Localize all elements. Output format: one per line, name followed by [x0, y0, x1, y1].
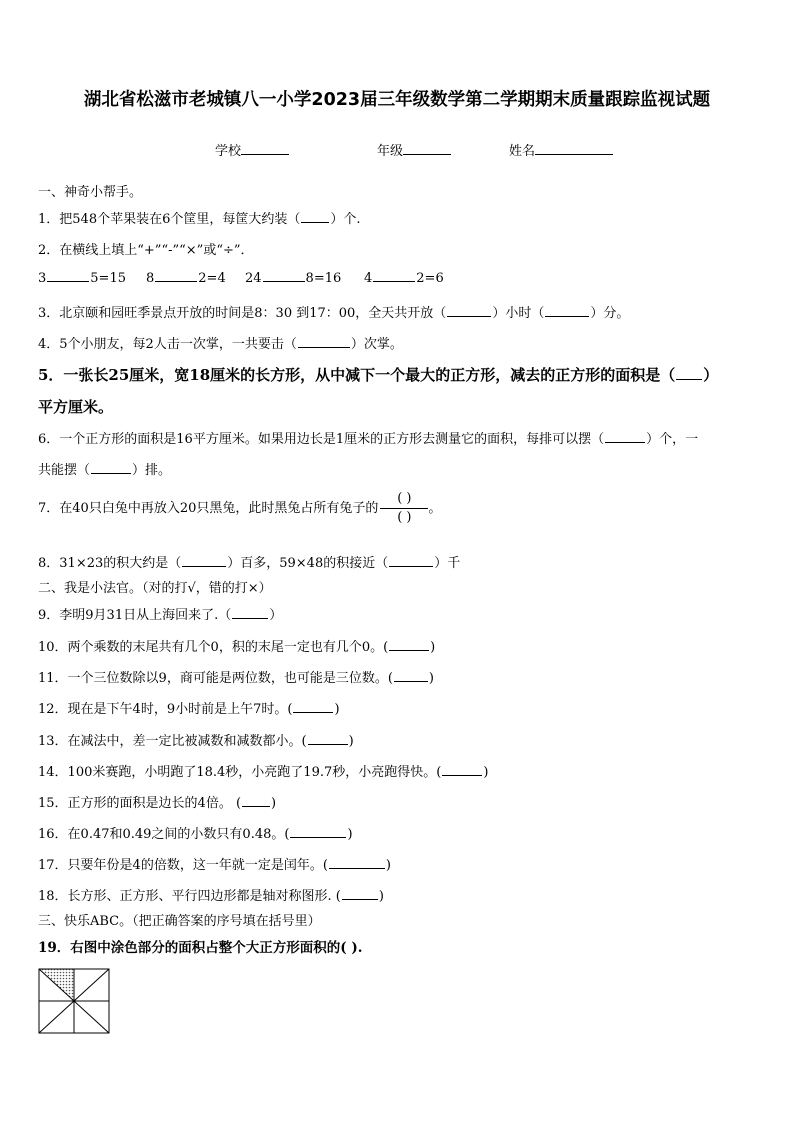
answer-blank[interactable]	[308, 732, 348, 745]
answer-blank[interactable]	[447, 304, 491, 317]
question-13: 13．在减法中，差一定比被减数和减数都小。( )	[38, 734, 354, 749]
question-12: 12．现在是下午4时，9小时前是上午7时。( )	[38, 702, 340, 717]
square-figure	[38, 968, 110, 1034]
name-label: 姓名	[509, 144, 536, 159]
answer-blank[interactable]	[242, 794, 270, 807]
question-19: 19．右图中涂色部分的面积占整个大正方形面积的( ).	[38, 940, 363, 956]
equation-3: 24 8=16	[245, 271, 342, 286]
answer-blank[interactable]	[301, 210, 329, 223]
question-1: 1．把548个苹果装在6个筐里，每筐大约装（ ）个.	[38, 212, 361, 227]
question-16: 16．在0.47和0.49之间的小数只有0.48。( )	[38, 827, 353, 842]
section-heading: 一、神奇小帮手。	[38, 185, 143, 200]
name-blank[interactable]	[535, 142, 613, 155]
answer-blank[interactable]	[91, 461, 131, 474]
question-7: 7．在40只白兔中再放入20只黑兔，此时黑兔占所有兔子的 $\frac{( )}{( )}$ 。	[38, 491, 442, 525]
question-17: 17．只要年份是4的倍数，这一年就一定是闰年。( )	[38, 858, 391, 873]
answer-blank[interactable]	[442, 763, 482, 776]
page-title: 湖北省松滋市老城镇八一小学2023届三年级数学第二学期期末质量跟踪监视试题	[83, 90, 711, 110]
question-10: 10．两个乘数的末尾共有几个0，积的末尾一定也有几个0。( )	[38, 640, 436, 655]
answer-blank[interactable]	[232, 606, 268, 619]
question-2: 2．在横线上填上“+”“-”“×”或“÷”．	[38, 243, 254, 258]
answer-blank[interactable]	[676, 367, 702, 380]
equation-2: 8 2=4	[146, 271, 226, 286]
answer-blank[interactable]	[293, 700, 333, 713]
answer-blank[interactable]	[182, 554, 226, 567]
answer-blank[interactable]	[605, 430, 645, 443]
question-6: 6．一个正方形的面积是16平方厘米。如果用边长是1厘米的正方形去测量它的面积，每排可以摆（ ）个，一	[38, 432, 699, 447]
question-4: 4．5个小朋友，每2人击一次掌，一共要击（ ）次掌。	[38, 337, 403, 352]
section-heading: 三、快乐ABC。（把正确答案的序号填在括号里）	[38, 914, 321, 929]
answer-blank[interactable]	[290, 825, 346, 838]
grade-blank[interactable]	[403, 142, 451, 155]
question-5-cont: 平方厘米。	[38, 398, 114, 416]
question-11: 11．一个三位数除以9，商可能是两位数，也可能是三位数。( )	[38, 671, 434, 686]
equation-4: 4 2=6	[364, 271, 444, 286]
school-field[interactable]	[215, 140, 289, 159]
operator-blank[interactable]	[263, 269, 305, 282]
equation-1: 3 5=15	[38, 271, 126, 286]
section-heading: 二、我是小法官。（对的打√，错的打×）	[38, 581, 272, 596]
question-5: 5．一张长25厘米，宽18厘米的长方形，从中减下一个最大的正方形，减去的正方形的面积是（ ）	[38, 366, 719, 384]
operator-blank[interactable]	[373, 269, 415, 282]
question-8: 8．31×23的积大约是（ ）百多，59×48的积接近（ ）千	[38, 556, 461, 571]
operator-blank[interactable]	[47, 269, 89, 282]
question-14: 14．100米赛跑，小明跑了18.4秒，小亮跑了19.7秒，小亮跑得快。( )	[38, 765, 489, 780]
answer-fraction[interactable]: $\frac{( )}{( )}$	[380, 491, 428, 526]
question-3: 3．北京颐和园旺季景点开放的时间是8：30 到17：00，全天共开放（ ）小时（ ）分。	[38, 306, 630, 321]
answer-blank[interactable]	[298, 335, 350, 348]
answer-blank[interactable]	[389, 638, 429, 651]
answer-blank[interactable]	[342, 887, 378, 900]
name-field[interactable]	[509, 140, 613, 159]
answer-blank[interactable]	[545, 304, 589, 317]
question-15: 15．正方形的面积是边长的4倍。 ( )	[38, 796, 277, 811]
question-9: 9．李明9月31日从上海回来了.（ ）	[38, 608, 283, 623]
grade-field[interactable]	[377, 140, 451, 159]
answer-blank[interactable]	[389, 554, 433, 567]
answer-blank[interactable]	[394, 669, 428, 682]
school-blank[interactable]	[241, 142, 289, 155]
question-6-cont: 共能摆（ ）排。	[38, 463, 172, 478]
question-18: 18．长方形、正方形、平行四边形都是轴对称图形. ( )	[38, 889, 384, 904]
grade-label: 年级	[377, 144, 404, 159]
operator-blank[interactable]	[155, 269, 197, 282]
answer-blank[interactable]	[329, 856, 385, 869]
school-label: 学校	[215, 144, 242, 159]
